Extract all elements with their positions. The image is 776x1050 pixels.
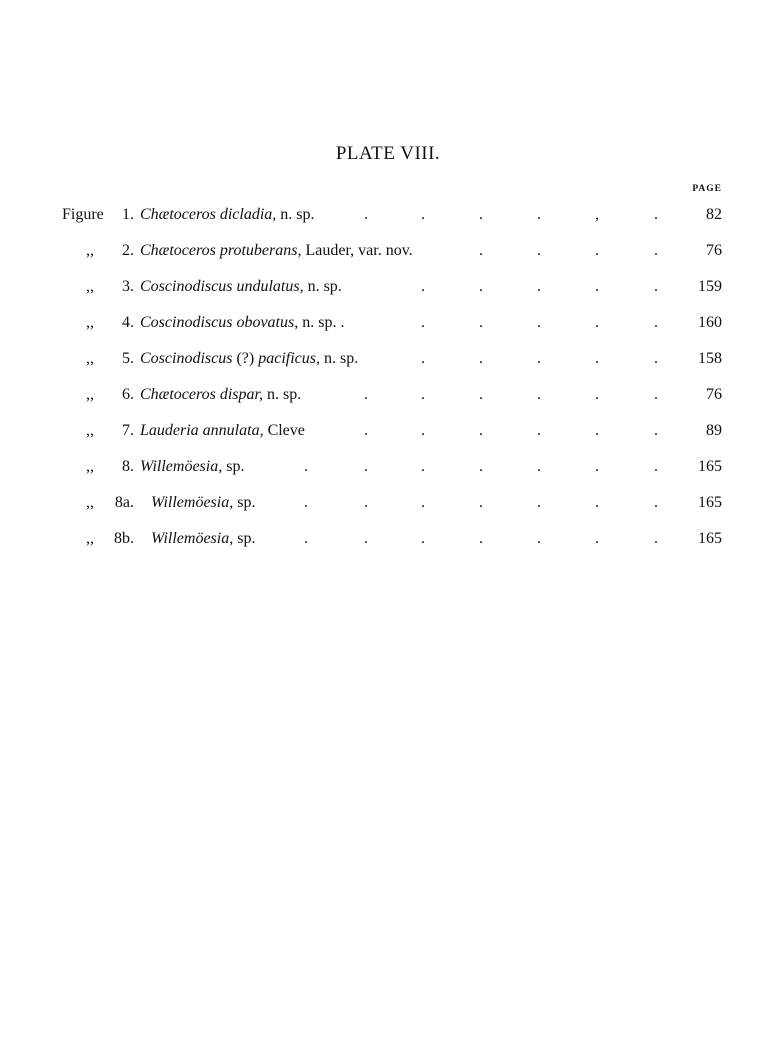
plate-title: PLATE VIII. <box>335 143 441 164</box>
species-note: n. sp. . <box>298 314 345 331</box>
figure-number: 5. <box>122 350 134 367</box>
species-name: Willemöesia, <box>151 494 234 511</box>
uncertain-mark: (?) <box>232 350 259 367</box>
ditto-mark: ,, <box>86 494 94 511</box>
figure-description <box>140 454 244 480</box>
ditto-mark: ,, <box>86 278 94 295</box>
figure-description <box>140 418 305 444</box>
figure-number: 2. <box>122 242 134 259</box>
species-note: sp. <box>222 458 245 475</box>
species-name: Coscinodiscus obovatus, <box>140 314 299 331</box>
figure-entry: ,, 7. Lauderia annulata, Cleve . . . . . . 89 <box>0 418 776 444</box>
figure-number: 3. <box>122 278 134 295</box>
figure-prefix: Figure <box>62 206 104 223</box>
species-note: sp. <box>233 530 256 547</box>
page-number: 82 <box>706 206 722 223</box>
figure-description <box>151 490 255 516</box>
figure-entry: ,, 6. Chætoceros dispar, n. sp. . . . . . . 76 <box>0 382 776 408</box>
genus-name: Coscinodiscus <box>140 350 233 367</box>
figure-description <box>140 238 413 264</box>
ditto-mark: ,, <box>86 350 94 367</box>
figure-description <box>140 346 358 372</box>
figure-description <box>140 382 301 408</box>
page-number: 158 <box>698 350 722 367</box>
figure-entry: ,, 4. Coscinodiscus obovatus, n. sp. . . . . . . 160 <box>0 310 776 336</box>
ditto-mark: ,, <box>86 386 94 403</box>
figure-entry: ,, 8b. Willemöesia, sp. . . . . . . . 165 <box>0 526 776 552</box>
page-number: 76 <box>706 386 722 403</box>
species-note: n. sp. <box>319 350 359 367</box>
figure-description <box>140 202 315 228</box>
page-number: 165 <box>698 458 722 475</box>
figure-entry: ,, 2. Chætoceros protuberans, Lauder, var. nov. . . . . 76 <box>0 238 776 264</box>
species-note: Cleve <box>263 422 305 439</box>
figure-number: 8. <box>122 458 134 475</box>
ditto-mark: ,, <box>86 458 94 475</box>
figure-number: 8a. <box>114 494 134 511</box>
figure-number: 6. <box>122 386 134 403</box>
figure-entry: ,, 5. Coscinodiscus (?) pacificus, n. sp. . . . . . 158 <box>0 346 776 372</box>
species-note: n. sp. <box>303 278 342 295</box>
species-note: n. sp. <box>276 206 315 223</box>
species-note: Lauder, var. nov. <box>301 242 413 259</box>
figure-entry: ,, 8. Willemöesia, sp. . . . . . . . 165 <box>0 454 776 480</box>
page-number: 76 <box>706 242 722 259</box>
page-number: 165 <box>698 494 722 511</box>
figure-description <box>140 274 342 300</box>
page-number: 159 <box>698 278 722 295</box>
species-name: Coscinodiscus undulatus, <box>140 278 304 295</box>
species-name: Willemöesia, <box>140 458 223 475</box>
figure-entry: Figure 1. Chætoceros dicladia, n. sp. . . . . , . 82 <box>0 202 776 228</box>
species-name: Willemöesia, <box>151 530 234 547</box>
species-name: Chætoceros dispar, <box>140 386 263 403</box>
species-note: sp. <box>233 494 256 511</box>
figure-entry: ,, 3. Coscinodiscus undulatus, n. sp. . . . . . 159 <box>0 274 776 300</box>
figure-number: 1. <box>122 206 134 223</box>
species-name: Chætoceros dicladia, <box>140 206 277 223</box>
ditto-mark: ,, <box>86 530 94 547</box>
page-number: 165 <box>698 530 722 547</box>
figure-description <box>151 526 255 552</box>
page-column-header: PAGE <box>692 184 722 194</box>
figure-number: 7. <box>122 422 134 439</box>
page-number: 89 <box>706 422 722 439</box>
species-name: pacificus, <box>258 350 320 367</box>
species-name: Chætoceros protuberans, <box>140 242 302 259</box>
species-note: n. sp. <box>262 386 302 403</box>
figure-description <box>140 310 344 336</box>
figure-number: 8b. <box>114 530 134 547</box>
figure-number: 4. <box>122 314 134 331</box>
ditto-mark: ,, <box>86 422 94 439</box>
species-name: Lauderia annulata, <box>140 422 264 439</box>
page-number: 160 <box>698 314 722 331</box>
ditto-mark: ,, <box>86 242 94 259</box>
figure-entry: ,, 8a. Willemöesia, sp. . . . . . . . 165 <box>0 490 776 516</box>
ditto-mark: ,, <box>86 314 94 331</box>
